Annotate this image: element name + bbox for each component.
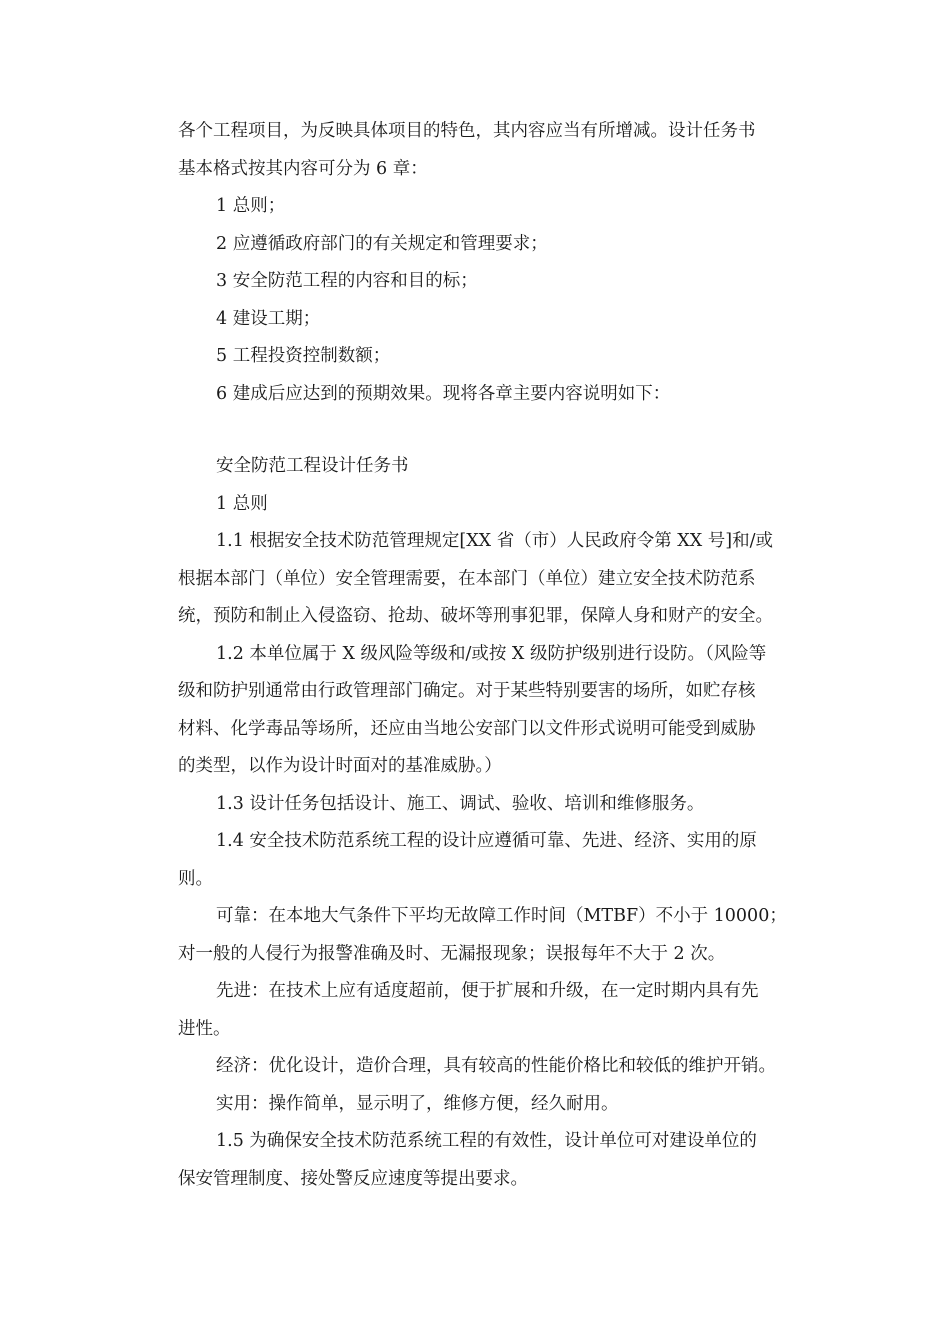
reliable-line: 可靠：在本地大气条件下平均无故障工作时间（MTBF）不小于 10000；: [216, 906, 787, 926]
clause-1-2-line: 材料、化学毒品等场所，还应由当地公安部门以文件形式说明可能受到威胁: [178, 718, 756, 739]
intro-line-2: 基本格式按其内容可分为 6 章：: [178, 158, 428, 179]
clause-1-3: 1.3 设计任务包括设计、施工、调试、验收、培训和维修服务。: [216, 793, 705, 814]
economic-line: 经济：优化设计，造价合理，具有较高的性能价格比和较低的维护开销。: [216, 1056, 776, 1076]
reliable-line: 对一般的人侵行为报警准确及时、无漏报现象；误报每年不大于 2 次。: [178, 943, 726, 964]
chapter-item: 5 工程投资控制数额；: [216, 346, 391, 366]
clause-1-4-line: 1.4 安全技术防范系统工程的设计应遵循可靠、先进、经济、实用的原: [216, 831, 757, 851]
practical-line: 实用：操作简单，显示明了，维修方便，经久耐用。: [216, 1093, 619, 1114]
document-title: 安全防范工程设计任务书: [216, 456, 409, 476]
advanced-line: 先进：在技术上应有适度超前，便于扩展和升级，在一定时期内具有先: [216, 981, 759, 1001]
chapter-item: 1 总则；: [216, 196, 286, 216]
clause-1-2-line: 的类型，以作为设计时面对的基准威胁。）: [178, 756, 502, 776]
chapter-item: 4 建设工期；: [216, 308, 321, 329]
section-heading: 1 总则: [216, 493, 268, 514]
clause-1-5-line: 1.5 为确保安全技术防范系统工程的有效性，设计单位可对建设单位的: [216, 1131, 757, 1151]
clause-1-4-line: 则。: [178, 868, 213, 889]
document-page: [178, 113, 808, 1198]
chapter-item: 3 安全防范工程的内容和目的标；: [216, 271, 478, 291]
blank-spacer: [178, 413, 808, 448]
clause-1-2-line: 1.2 本单位属于 X 级风险等级和/或按 X 级防护级别进行设防。（风险等: [216, 643, 767, 664]
chapter-item: 2 应遵循政府部门的有关规定和管理要求；: [216, 233, 548, 254]
clause-1-5-line: 保安管理制度、接处警反应速度等提出要求。: [178, 1168, 528, 1189]
clause-1-2-line: 级和防护别通常由行政管理部门确定。对于某些特别要害的场所，如贮存核: [178, 681, 756, 701]
clause-1-1-line: 根据本部门（单位）安全管理需要，在本部门（单位）建立安全技术防范系: [178, 568, 756, 589]
clause-1-1-line: 统，预防和制止入侵盗窃、抢劫、破坏等刑事犯罪，保障人身和财产的安全。: [178, 606, 773, 626]
intro-line-1: 各个工程项目，为反映具体项目的特色，其内容应当有所增减。设计任务书: [178, 121, 756, 141]
chapter-item: 6 建成后应达到的预期效果。现将各章主要内容说明如下：: [216, 383, 671, 404]
advanced-line: 进性。: [178, 1018, 231, 1039]
clause-1-1-line: 1.1 根据安全技术防范管理规定[XX 省（市）人民政府令第 XX 号]和/或: [216, 531, 773, 551]
